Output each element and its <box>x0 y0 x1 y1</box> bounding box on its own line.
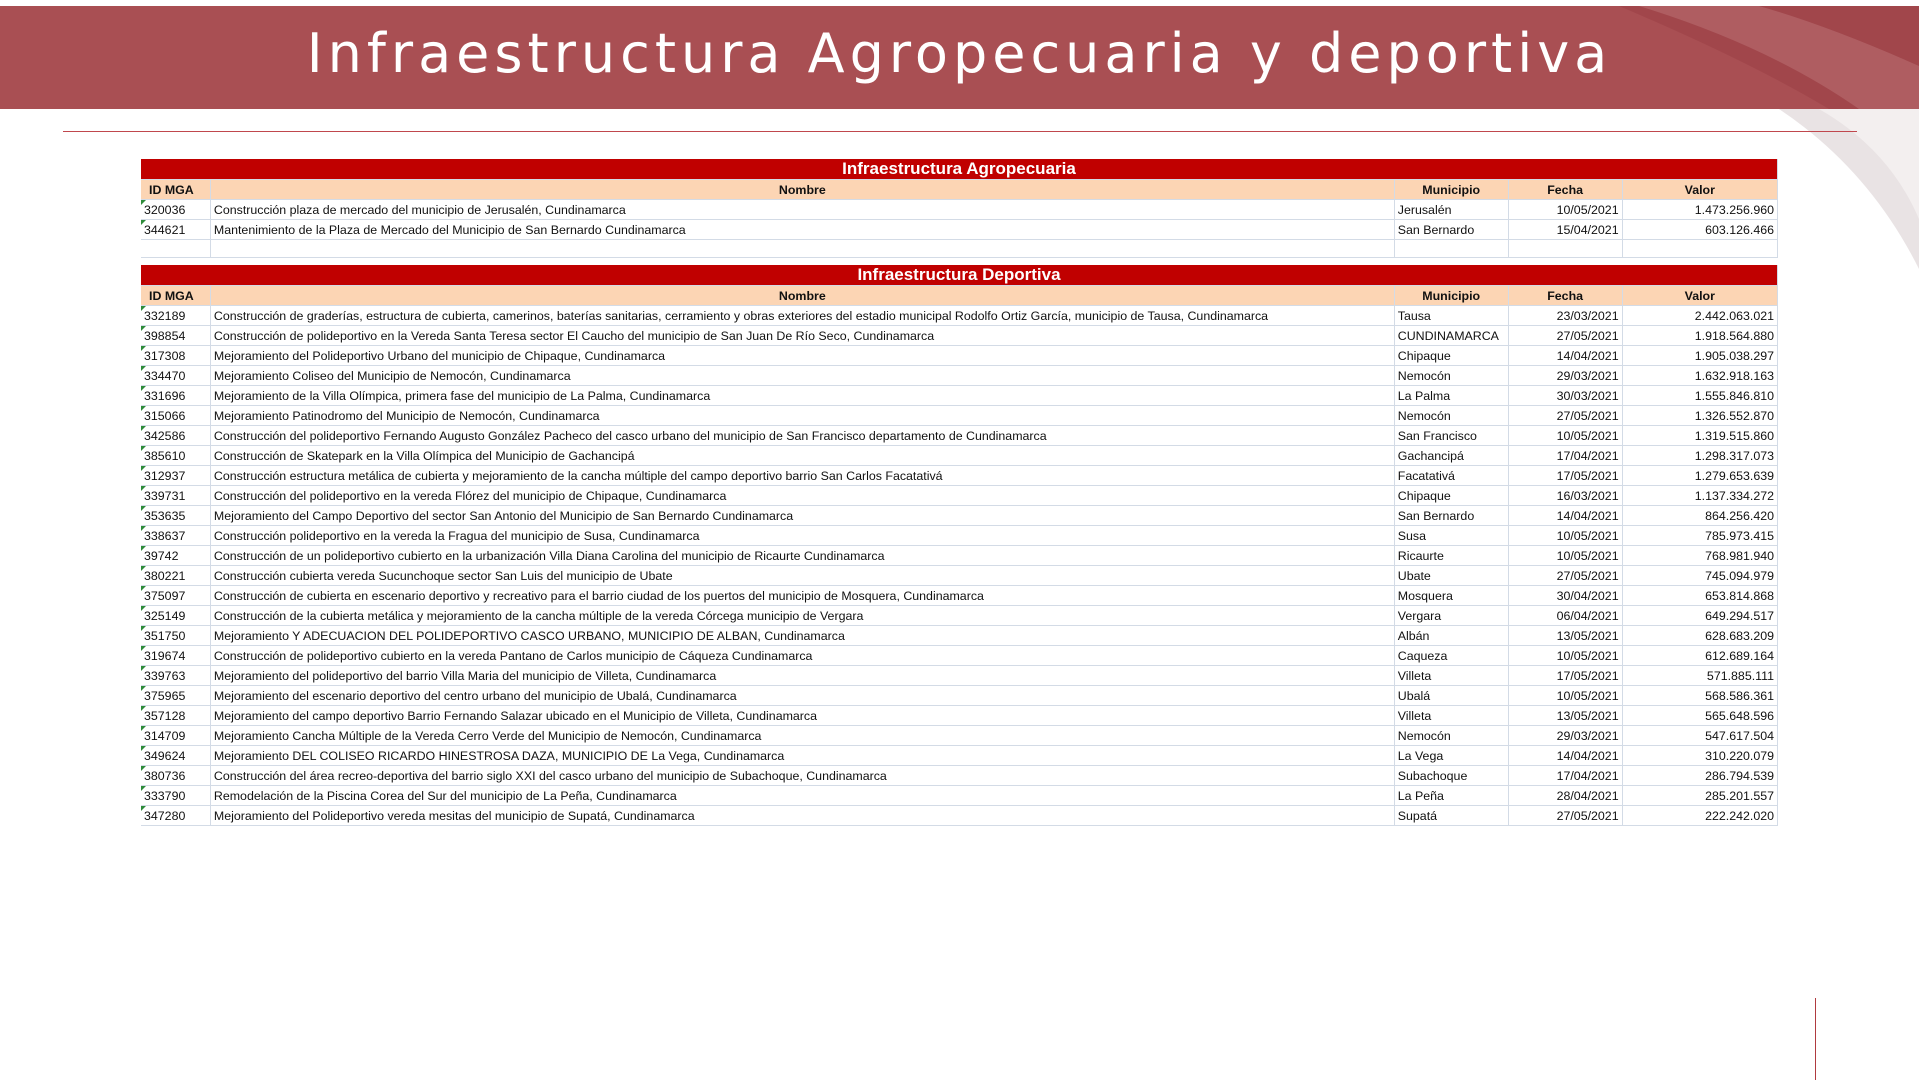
cell-nombre: Construcción polideportivo en la vereda la Fragua del municipio de Susa, Cundinamarca <box>210 526 1394 546</box>
cell-id: 334470 <box>141 366 210 386</box>
cell-nombre: Mejoramiento del campo deportivo Barrio Fernando Salazar ubicado en el Municipio de Villeta, Cundinamarca <box>210 706 1394 726</box>
table-row <box>141 220 1778 240</box>
cell-id: 317308 <box>141 346 210 366</box>
col-header-id: ID MGA <box>141 180 210 200</box>
cell-id: 339763 <box>141 666 210 686</box>
cell-municipio: San Bernardo <box>1394 220 1508 240</box>
cell-valor: 1.473.256.960 <box>1622 200 1777 220</box>
empty-cell <box>210 240 1394 258</box>
cell-municipio: Villeta <box>1394 666 1508 686</box>
cell-id: 353635 <box>141 506 210 526</box>
cell-valor: 571.885.111 <box>1622 666 1777 686</box>
cell-municipio: Caqueza <box>1394 646 1508 666</box>
cell-municipio: Mosquera <box>1394 586 1508 606</box>
table-row <box>141 406 1778 426</box>
agro-table <box>141 159 1778 258</box>
cell-nombre: Mejoramiento del polideportivo del barrio Villa Maria del municipio de Villeta, Cundinamarca <box>210 666 1394 686</box>
cell-id: 375965 <box>141 686 210 706</box>
col-header-nombre: Nombre <box>210 286 1394 306</box>
cell-municipio: La Peña <box>1394 786 1508 806</box>
cell-valor: 768.981.940 <box>1622 546 1777 566</box>
table-row <box>141 366 1778 386</box>
table-row <box>141 766 1778 786</box>
cell-id: 385610 <box>141 446 210 466</box>
cell-municipio: Ricaurte <box>1394 546 1508 566</box>
cell-fecha: 17/04/2021 <box>1508 766 1622 786</box>
cell-municipio: Supatá <box>1394 806 1508 826</box>
col-header-municipio: Municipio <box>1394 180 1508 200</box>
cell-nombre: Construcción de polideportivo en la Vereda Santa Teresa sector El Caucho del municipio de San Juan De Río Seco, Cundinamarca <box>210 326 1394 346</box>
empty-cell <box>1508 240 1622 258</box>
decorative-vertical-line <box>1815 998 1816 1080</box>
table-row <box>141 726 1778 746</box>
cell-nombre: Construcción de Skatepark en la Villa Olímpica del Municipio de Gachancipá <box>210 446 1394 466</box>
cell-id: 338637 <box>141 526 210 546</box>
cell-id: 380221 <box>141 566 210 586</box>
table-row <box>141 506 1778 526</box>
cell-nombre: Construcción del área recreo-deportiva del barrio siglo XXI del casco urbano del municipio de Subachoque, Cundinamarca <box>210 766 1394 786</box>
cell-fecha: 27/05/2021 <box>1508 406 1622 426</box>
cell-id: 339731 <box>141 486 210 506</box>
cell-municipio: Nemocón <box>1394 726 1508 746</box>
cell-fecha: 14/04/2021 <box>1508 346 1622 366</box>
cell-nombre: Mejoramiento Coliseo del Municipio de Nemocón, Cundinamarca <box>210 366 1394 386</box>
cell-id: 332189 <box>141 306 210 326</box>
table-row <box>141 626 1778 646</box>
table-row <box>141 586 1778 606</box>
section-title-agropecuaria: Infraestructura Agropecuaria <box>141 159 1778 180</box>
cell-fecha: 28/04/2021 <box>1508 786 1622 806</box>
cell-nombre: Mejoramiento Y ADECUACION DEL POLIDEPORTIVO CASCO URBANO, MUNICIPIO DE ALBAN, Cundinamarca <box>210 626 1394 646</box>
cell-nombre: Construcción de polideportivo cubierto en la vereda Pantano de Carlos municipio de Cáqueza Cundinamarca <box>210 646 1394 666</box>
cell-nombre: Mejoramiento de la Villa Olímpica, primera fase del municipio de La Palma, Cundinamarca <box>210 386 1394 406</box>
cell-fecha: 10/05/2021 <box>1508 686 1622 706</box>
col-header-valor: Valor <box>1622 180 1777 200</box>
cell-fecha: 27/05/2021 <box>1508 566 1622 586</box>
cell-nombre: Remodelación de la Piscina Corea del Sur del municipio de La Peña, Cundinamarca <box>210 786 1394 806</box>
cell-nombre: Mejoramiento Patinodromo del Municipio de Nemocón, Cundinamarca <box>210 406 1394 426</box>
table-row <box>141 326 1778 346</box>
cell-nombre: Construcción cubierta vereda Sucunchoque sector San Luis del municipio de Ubate <box>210 566 1394 586</box>
cell-municipio: Albán <box>1394 626 1508 646</box>
cell-municipio: Tausa <box>1394 306 1508 326</box>
table-row <box>141 386 1778 406</box>
cell-fecha: 10/05/2021 <box>1508 200 1622 220</box>
table-row <box>141 486 1778 506</box>
cell-id: 347280 <box>141 806 210 826</box>
cell-valor: 745.094.979 <box>1622 566 1777 586</box>
table-row <box>141 466 1778 486</box>
cell-id: 312937 <box>141 466 210 486</box>
col-header-municipio: Municipio <box>1394 286 1508 306</box>
cell-id: 315066 <box>141 406 210 426</box>
cell-valor: 612.689.164 <box>1622 646 1777 666</box>
cell-id: 357128 <box>141 706 210 726</box>
table-row <box>141 746 1778 766</box>
cell-fecha: 17/04/2021 <box>1508 446 1622 466</box>
cell-nombre: Construcción de un polideportivo cubierto en la urbanización Villa Diana Carolina del municipio de Ricaurte Cundinamarca <box>210 546 1394 566</box>
agro-rows <box>141 200 1778 258</box>
cell-nombre: Mejoramiento del escenario deportivo del centro urbano del municipio de Ubalá, Cundinamarca <box>210 686 1394 706</box>
cell-fecha: 14/04/2021 <box>1508 746 1622 766</box>
empty-cell <box>1622 240 1777 258</box>
cell-fecha: 30/03/2021 <box>1508 386 1622 406</box>
cell-valor: 1.298.317.073 <box>1622 446 1777 466</box>
cell-municipio: Chipaque <box>1394 346 1508 366</box>
col-header-fecha: Fecha <box>1508 286 1622 306</box>
cell-valor: 547.617.504 <box>1622 726 1777 746</box>
cell-valor: 285.201.557 <box>1622 786 1777 806</box>
cell-fecha: 29/03/2021 <box>1508 366 1622 386</box>
cell-fecha: 10/05/2021 <box>1508 426 1622 446</box>
cell-nombre: Construcción de graderías, estructura de cubierta, camerinos, baterías sanitarias, cerramiento y obras exteriores del estadio municipal Rodolfo Ortiz García, municipio de Tausa, Cundinamarca <box>210 306 1394 326</box>
cell-fecha: 13/05/2021 <box>1508 626 1622 646</box>
deportiva-table <box>141 265 1778 826</box>
cell-id: 349624 <box>141 746 210 766</box>
empty-cell <box>141 240 210 258</box>
cell-municipio: Ubate <box>1394 566 1508 586</box>
cell-valor: 603.126.466 <box>1622 220 1777 240</box>
table-row <box>141 446 1778 466</box>
empty-cell <box>1394 240 1508 258</box>
cell-municipio: Subachoque <box>1394 766 1508 786</box>
cell-fecha: 16/03/2021 <box>1508 486 1622 506</box>
cell-fecha: 10/05/2021 <box>1508 646 1622 666</box>
cell-valor: 1.326.552.870 <box>1622 406 1777 426</box>
cell-valor: 565.648.596 <box>1622 706 1777 726</box>
table-row <box>141 346 1778 366</box>
cell-fecha: 13/05/2021 <box>1508 706 1622 726</box>
table-row <box>141 566 1778 586</box>
table-row <box>141 606 1778 626</box>
cell-fecha: 23/03/2021 <box>1508 306 1622 326</box>
cell-valor: 2.442.063.021 <box>1622 306 1777 326</box>
col-header-fecha: Fecha <box>1508 180 1622 200</box>
cell-valor: 653.814.868 <box>1622 586 1777 606</box>
cell-id: 375097 <box>141 586 210 606</box>
cell-valor: 864.256.420 <box>1622 506 1777 526</box>
cell-id: 320036 <box>141 200 210 220</box>
cell-municipio: Nemocón <box>1394 406 1508 426</box>
cell-id: 314709 <box>141 726 210 746</box>
cell-id: 39742 <box>141 546 210 566</box>
cell-nombre: Mantenimiento de la Plaza de Mercado del Municipio de San Bernardo Cundinamarca <box>210 220 1394 240</box>
cell-fecha: 14/04/2021 <box>1508 506 1622 526</box>
cell-valor: 1.632.918.163 <box>1622 366 1777 386</box>
page-title: Infraestructura Agropecuaria y deportiva <box>306 22 1613 85</box>
cell-id: 325149 <box>141 606 210 626</box>
col-header-valor: Valor <box>1622 286 1777 306</box>
cell-nombre: Construcción de la cubierta metálica y mejoramiento de la cancha múltiple de la vereda Córcega municipio de Vergara <box>210 606 1394 626</box>
cell-municipio: Ubalá <box>1394 686 1508 706</box>
cell-valor: 1.319.515.860 <box>1622 426 1777 446</box>
cell-nombre: Mejoramiento Cancha Múltiple de la Vereda Cerro Verde del Municipio de Nemocón, Cundinamarca <box>210 726 1394 746</box>
cell-municipio: Gachancipá <box>1394 446 1508 466</box>
cell-municipio: Facatativá <box>1394 466 1508 486</box>
cell-nombre: Construcción estructura metálica de cubierta y mejoramiento de la cancha múltiple del campo deportivo barrio San Carlos Facatativá <box>210 466 1394 486</box>
cell-id: 398854 <box>141 326 210 346</box>
table-row <box>141 526 1778 546</box>
cell-municipio: Vergara <box>1394 606 1508 626</box>
cell-valor: 785.973.415 <box>1622 526 1777 546</box>
col-header-id: ID MGA <box>141 286 210 306</box>
cell-municipio: CUNDINAMARCA <box>1394 326 1508 346</box>
cell-nombre: Mejoramiento DEL COLISEO RICARDO HINESTROSA DAZA, MUNICIPIO DE La Vega, Cundinamarca <box>210 746 1394 766</box>
cell-valor: 1.137.334.272 <box>1622 486 1777 506</box>
cell-fecha: 30/04/2021 <box>1508 586 1622 606</box>
cell-id: 380736 <box>141 766 210 786</box>
cell-municipio: La Palma <box>1394 386 1508 406</box>
table-row <box>141 646 1778 666</box>
cell-fecha: 27/05/2021 <box>1508 806 1622 826</box>
cell-nombre: Construcción del polideportivo en la vereda Flórez del municipio de Chipaque, Cundinamarca <box>210 486 1394 506</box>
cell-valor: 649.294.517 <box>1622 606 1777 626</box>
cell-valor: 568.586.361 <box>1622 686 1777 706</box>
cell-id: 351750 <box>141 626 210 646</box>
cell-valor: 1.279.653.639 <box>1622 466 1777 486</box>
divider-line <box>63 131 1857 132</box>
cell-nombre: Mejoramiento del Campo Deportivo del sector San Antonio del Municipio de San Bernardo Cundinamarca <box>210 506 1394 526</box>
decorative-corner <box>1779 109 1919 269</box>
cell-nombre: Mejoramiento del Polideportivo vereda mesitas del municipio de Supatá, Cundinamarca <box>210 806 1394 826</box>
empty-row <box>141 240 1778 258</box>
cell-id: 344621 <box>141 220 210 240</box>
table-row <box>141 306 1778 326</box>
cell-fecha: 15/04/2021 <box>1508 220 1622 240</box>
cell-fecha: 17/05/2021 <box>1508 666 1622 686</box>
cell-id: 319674 <box>141 646 210 666</box>
cell-id: 342586 <box>141 426 210 446</box>
cell-valor: 628.683.209 <box>1622 626 1777 646</box>
title-banner <box>0 6 1919 109</box>
cell-valor: 1.555.846.810 <box>1622 386 1777 406</box>
col-header-nombre: Nombre <box>210 180 1394 200</box>
cell-municipio: Chipaque <box>1394 486 1508 506</box>
cell-fecha: 27/05/2021 <box>1508 326 1622 346</box>
cell-id: 331696 <box>141 386 210 406</box>
cell-valor: 1.905.038.297 <box>1622 346 1777 366</box>
cell-municipio: Susa <box>1394 526 1508 546</box>
deportiva-rows <box>141 306 1778 826</box>
cell-municipio: Jerusalén <box>1394 200 1508 220</box>
table-row <box>141 666 1778 686</box>
cell-fecha: 17/05/2021 <box>1508 466 1622 486</box>
table-row <box>141 200 1778 220</box>
cell-municipio: Nemocón <box>1394 366 1508 386</box>
table-row <box>141 786 1778 806</box>
table-row <box>141 426 1778 446</box>
cell-municipio: San Bernardo <box>1394 506 1508 526</box>
cell-municipio: La Vega <box>1394 746 1508 766</box>
cell-fecha: 06/04/2021 <box>1508 606 1622 626</box>
cell-municipio: San Francisco <box>1394 426 1508 446</box>
cell-valor: 222.242.020 <box>1622 806 1777 826</box>
table-row <box>141 706 1778 726</box>
cell-fecha: 10/05/2021 <box>1508 546 1622 566</box>
cell-nombre: Mejoramiento del Polideportivo Urbano del municipio de Chipaque, Cundinamarca <box>210 346 1394 366</box>
cell-valor: 1.918.564.880 <box>1622 326 1777 346</box>
table-row <box>141 686 1778 706</box>
cell-valor: 310.220.079 <box>1622 746 1777 766</box>
table-row <box>141 806 1778 826</box>
cell-id: 333790 <box>141 786 210 806</box>
cell-valor: 286.794.539 <box>1622 766 1777 786</box>
table-row <box>141 546 1778 566</box>
cell-nombre: Construcción del polideportivo Fernando Augusto González Pacheco del casco urbano del municipio de San Francisco departamento de Cundinamarca <box>210 426 1394 446</box>
cell-fecha: 29/03/2021 <box>1508 726 1622 746</box>
cell-fecha: 10/05/2021 <box>1508 526 1622 546</box>
cell-nombre: Construcción plaza de mercado del municipio de Jerusalén, Cundinamarca <box>210 200 1394 220</box>
cell-nombre: Construcción de cubierta en escenario deportivo y recreativo para el barrio ciudad de los puertos del municipio de Mosquera, Cundinamarca <box>210 586 1394 606</box>
cell-municipio: Villeta <box>1394 706 1508 726</box>
section-title-deportiva: Infraestructura Deportiva <box>141 265 1778 286</box>
